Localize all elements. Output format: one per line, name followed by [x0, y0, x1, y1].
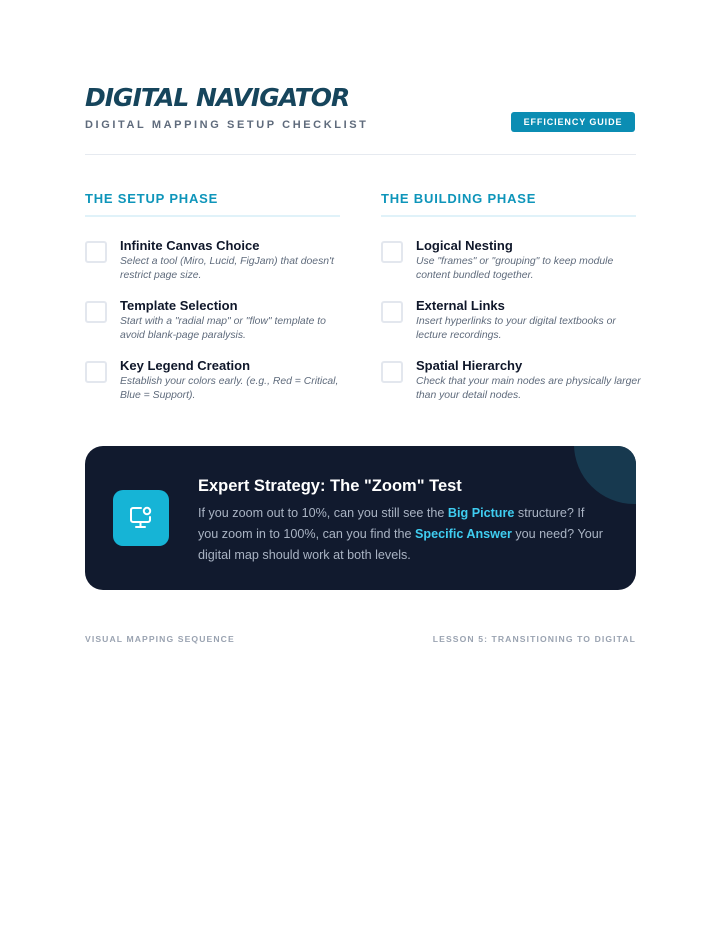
strategy-body [198, 503, 608, 566]
building-phase-title: THE BUILDING PHASE [381, 191, 537, 206]
item-description: Use "frames" or "grouping" to keep module content bundled together. [416, 256, 614, 281]
strategy-text: structure? If you zoom in to 100%, can you find the [198, 506, 585, 541]
checkbox[interactable] [85, 301, 107, 323]
strategy-text: If you zoom out to 10%, can you still see the [198, 506, 448, 520]
building-phase-divider [381, 215, 636, 217]
page-title: DIGITAL NAVIGATOR [85, 83, 350, 112]
highlight-specific-answer: Specific Answer [415, 527, 512, 541]
footer-lesson-label: LESSON 5: TRANSITIONING TO DIGITAL [432, 634, 636, 644]
item-title: Template Selection [120, 298, 238, 313]
item-description: Insert hyperlinks to your digital textbooks or lecture recordings. [416, 316, 616, 341]
checkbox[interactable] [381, 361, 403, 383]
checkbox[interactable] [381, 301, 403, 323]
monitor-settings-icon [113, 490, 169, 546]
expert-strategy-card [85, 446, 636, 590]
strategy-title: Expert Strategy: The "Zoom" Test [198, 477, 462, 495]
item-title: Spatial Hierarchy [416, 358, 523, 373]
strategy-text: you need? Your digital map should work at both levels. [198, 527, 603, 562]
footer-sequence-label: VISUAL MAPPING SEQUENCE [85, 634, 235, 644]
building-phase-column [381, 191, 641, 401]
item-description: Select a tool (Miro, Lucid, FigJam) that doesn't restrict page size. [120, 256, 334, 281]
setup-phase-title: THE SETUP PHASE [85, 191, 219, 206]
item-title: Key Legend Creation [120, 358, 251, 373]
item-description: Start with a "radial map" or "flow" template to avoid blank-page paralysis. [120, 316, 326, 341]
checkbox[interactable] [381, 241, 403, 263]
efficiency-guide-badge: EFFICIENCY GUIDE [511, 112, 635, 132]
header-divider [85, 154, 636, 155]
decorative-circle [574, 446, 636, 504]
highlight-big-picture: Big Picture [447, 506, 515, 520]
item-title: Logical Nesting [416, 238, 513, 253]
setup-phase-divider [85, 215, 340, 217]
item-title: Infinite Canvas Choice [120, 238, 260, 253]
checkbox[interactable] [85, 361, 107, 383]
checkbox[interactable] [85, 241, 107, 263]
setup-phase-column [85, 191, 340, 401]
item-description: Check that your main nodes are physically larger than your detail nodes. [416, 376, 641, 401]
item-title: External Links [416, 298, 505, 313]
page-subtitle: DIGITAL MAPPING SETUP CHECKLIST [85, 119, 369, 131]
item-description: Establish your colors early. (e.g., Red = Critical, Blue = Support). [120, 376, 339, 401]
